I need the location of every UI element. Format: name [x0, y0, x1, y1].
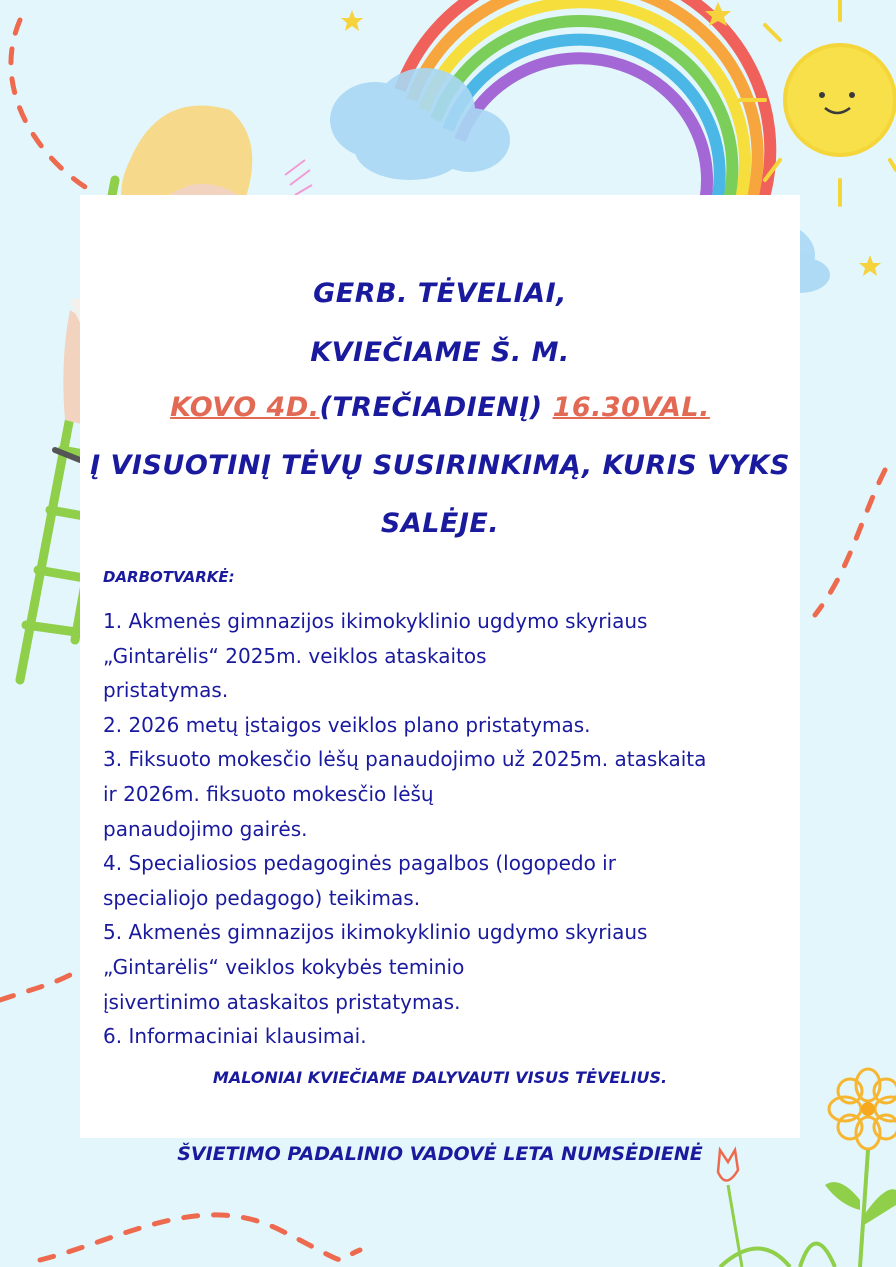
dashed-path-bottom-left: [0, 975, 70, 1000]
dashed-path-right: [815, 470, 885, 615]
agenda-line: specialiojo pedagogo) teikimas.: [103, 885, 421, 910]
date-time-heading: [80, 392, 800, 423]
signature-text: ŠVIETIMO PADALINIO VADOVĖ LETA NUMSĖDIENĖ: [177, 1143, 703, 1165]
dashed-path-top-left: [11, 20, 90, 190]
date-text: KOVO 4D.: [170, 392, 320, 423]
agenda-line: 3. Fiksuoto mokesčio lėšų panaudojimo už 2025m. ataskaita: [103, 747, 707, 772]
invite-heading: KVIEČIAME Š. M.: [310, 337, 570, 368]
agenda-line: „Gintarėlis“ veiklos kokybės teminio: [103, 954, 465, 979]
agenda-line: 1. Akmenės gimnazijos ikimokyklinio ugdymo skyriaus: [103, 609, 648, 633]
agenda-line: ir 2026m. fiksuoto mokesčio lėšų: [103, 781, 434, 806]
closing-text: MALONIAI KVIEČIAME DALYVAUTI VISUS TĖVELIUS.: [212, 1068, 668, 1087]
agenda-line: „Gintarėlis“ 2025m. veiklos ataskaitos: [103, 643, 487, 668]
agenda-line: pristatymas.: [103, 678, 229, 703]
agenda-line: 2. 2026 metų įstaigos veiklos plano pristatymas.: [103, 712, 591, 737]
agenda-line: 4. Specialiosios pedagoginės pagalbos (logopedo ir: [103, 851, 616, 876]
location-heading: SALĖJE.: [380, 508, 500, 539]
greeting-heading: GERB. TĖVELIAI,: [313, 278, 567, 309]
agenda-line: įsivertinimo ataskaitos pristatymas.: [103, 989, 461, 1014]
meeting-heading: Į VISUOTINĮ TĖVŲ SUSIRINKIMĄ, KURIS VYKS: [90, 450, 790, 481]
weekday-text: (TREČIADIENĮ): [319, 392, 553, 423]
agenda-title: DARBOTVARKĖ:: [103, 568, 235, 586]
dashed-path-bottom: [40, 1215, 360, 1260]
agenda-line: 6. Informaciniai klausimai.: [103, 1024, 367, 1049]
agenda-line: panaudojimo gairės.: [103, 816, 308, 841]
time-text: 16.30VAL.: [552, 392, 710, 423]
agenda-line: 5. Akmenės gimnazijos ikimokyklinio ugdymo skyriaus: [103, 920, 648, 945]
agenda-list: [103, 604, 853, 1054]
